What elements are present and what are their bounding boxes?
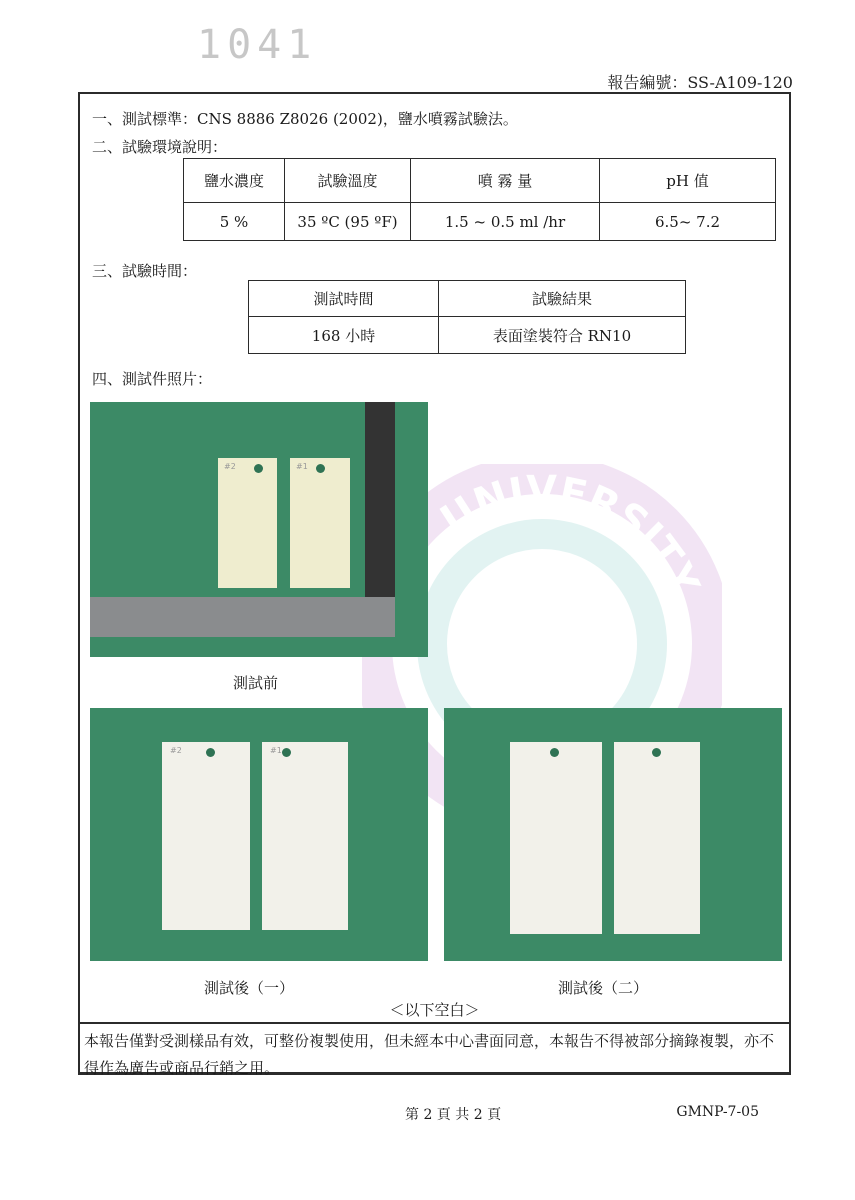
caption-after-1: 測試後（一） (204, 979, 295, 997)
svg-text:UNIVERSITY (433, 468, 708, 603)
report-number: 報告編號：SS-A109-120 (607, 73, 793, 92)
report-frame (78, 92, 791, 1075)
env-header-ph: pH 值 (600, 159, 776, 203)
panel-hole (316, 464, 325, 473)
env-header-temp: 試驗溫度 (285, 159, 411, 203)
panel-mark: #1 (296, 462, 308, 471)
panel-mark: #2 (224, 462, 236, 471)
env-value-temp: 35 ºC (95 ºF) (285, 203, 411, 241)
panel-mark: #1 (270, 746, 282, 755)
time-header-duration: 測試時間 (249, 281, 439, 317)
panel-hole (206, 748, 215, 757)
env-header-salt: 鹽水濃度 (184, 159, 285, 203)
form-code: GMNP-7-05 (676, 1104, 759, 1120)
ruler-horizontal (90, 597, 395, 637)
caption-before: 測試前 (233, 674, 279, 692)
env-value-spray: 1.5 ~ 0.5 ml /hr (411, 203, 600, 241)
disclaimer: 本報告僅對受測樣品有效，可整份複製使用，但未經本中心書面同意，本報告不得被部分摘錄複製，亦不得作為廣告或商品行銷之用。 (80, 1022, 789, 1082)
sample-panel-2 (218, 458, 277, 588)
perforated-stamp-number: 1041 (197, 22, 318, 68)
panel-hole (282, 748, 291, 757)
caption-after-2: 測試後（二） (558, 979, 649, 997)
sample-panel-1 (262, 742, 348, 930)
sample-panel (614, 742, 700, 934)
section-test-standard: 一、測試標準：CNS 8886 Z8026 (2002)，鹽水噴霧試驗法。 (92, 110, 518, 128)
section-photos: 四、測試件照片： (92, 370, 213, 388)
photo-after-test-2 (444, 708, 782, 961)
photo-before-test (90, 402, 428, 657)
panel-mark: #2 (170, 746, 182, 755)
panel-hole (550, 748, 559, 757)
environment-table (183, 158, 776, 241)
sample-panel (510, 742, 602, 934)
test-time-table (248, 280, 686, 354)
panel-hole (652, 748, 661, 757)
section-test-time: 三、試驗時間： (92, 262, 198, 280)
sample-panel-1 (290, 458, 350, 588)
sample-panel-2 (162, 742, 250, 930)
photo-after-test-1 (90, 708, 428, 961)
section-environment: 二、試驗環境說明： (92, 138, 228, 156)
time-header-result: 試驗結果 (439, 281, 686, 317)
watermark-text: UNIVERSITY (432, 467, 708, 603)
env-value-salt: 5 % (184, 203, 285, 241)
panel-hole (254, 464, 263, 473)
env-header-spray: 噴 霧 量 (411, 159, 600, 203)
env-value-ph: 6.5~ 7.2 (600, 203, 776, 241)
time-value-result: 表面塗裝符合 RN10 (439, 317, 686, 354)
page-number: 第 2 頁 共 2 頁 (405, 1107, 502, 1123)
blank-below-note: ＜以下空白＞ (389, 1001, 480, 1019)
time-value-duration: 168 小時 (249, 317, 439, 354)
